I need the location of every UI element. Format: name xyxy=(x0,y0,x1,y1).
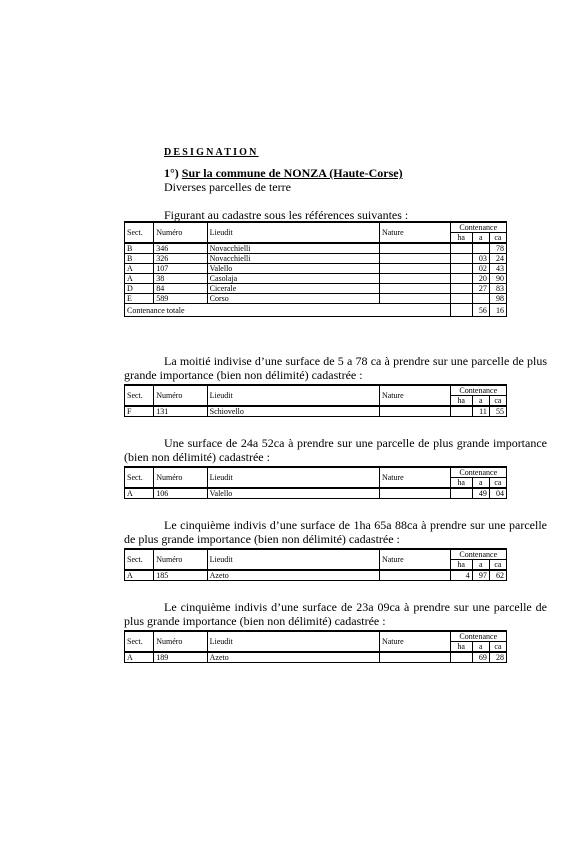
header-ha: ha xyxy=(450,560,472,571)
cell-ha xyxy=(450,274,472,284)
table-row xyxy=(125,652,507,663)
cell-ha xyxy=(450,254,472,264)
cell-numero: 346 xyxy=(154,243,207,254)
cadastre-table-3 xyxy=(124,466,507,499)
header-sect: Sect. xyxy=(125,549,154,570)
cell-ca: 55 xyxy=(489,406,506,417)
header-ha: ha xyxy=(450,396,472,407)
cell-lieudit: Schiovello xyxy=(207,406,379,417)
cadastre-table-2 xyxy=(124,384,507,417)
header-contenance: Contenance xyxy=(450,467,506,478)
cell-lieudit: Casolaja xyxy=(207,274,379,284)
header-sect: Sect. xyxy=(125,222,154,243)
cell-numero: 326 xyxy=(154,254,207,264)
cell-nature xyxy=(379,294,450,304)
paragraph-3: Une surface de 24a 52ca à prendre sur une parcelle de plus grande importance (bien non délimité) cadastrée : xyxy=(124,436,547,464)
header-nature: Nature xyxy=(379,385,450,406)
subtitle: Diverses parcelles de terre xyxy=(164,180,291,194)
header-sect: Sect. xyxy=(125,385,154,406)
total-row xyxy=(125,304,507,317)
cell-sect: D xyxy=(125,284,154,294)
cell-nature xyxy=(379,284,450,294)
cell-numero: 38 xyxy=(154,274,207,284)
table-row xyxy=(125,570,507,581)
cell-lieudit: Valello xyxy=(207,488,379,499)
cell-ca: 04 xyxy=(489,488,506,499)
cell-nature xyxy=(379,243,450,254)
cell-a: 69 xyxy=(472,652,489,663)
cadastre-table-1 xyxy=(124,221,507,317)
header-a: a xyxy=(472,396,489,407)
cell-lieudit: Corso xyxy=(207,294,379,304)
cell-a: 97 xyxy=(472,570,489,581)
cell-lieudit: Azeto xyxy=(207,652,379,663)
commune-title xyxy=(164,166,403,181)
cell-ha xyxy=(450,284,472,294)
cell-numero: 131 xyxy=(154,406,207,417)
cell-sect: A xyxy=(125,488,154,499)
cell-numero: 84 xyxy=(154,284,207,294)
table-row xyxy=(125,254,507,264)
cadastre-table-5 xyxy=(124,630,507,663)
cell-lieudit: Valello xyxy=(207,264,379,274)
header-nature: Nature xyxy=(379,631,450,652)
header-nature: Nature xyxy=(379,549,450,570)
cell-a: 27 xyxy=(472,284,489,294)
header-sect: Sect. xyxy=(125,631,154,652)
header-sect: Sect. xyxy=(125,467,154,488)
cell-sect: A xyxy=(125,274,154,284)
cell-ha: 4 xyxy=(450,570,472,581)
table-row xyxy=(125,264,507,274)
cell-numero: 185 xyxy=(154,570,207,581)
cell-sect: A xyxy=(125,264,154,274)
cell-nature xyxy=(379,264,450,274)
header-numero: Numéro xyxy=(154,549,207,570)
cell-lieudit: Cicerale xyxy=(207,284,379,294)
header-a: a xyxy=(472,478,489,489)
cell-sect: E xyxy=(125,294,154,304)
header-lieudit: Lieudit xyxy=(207,385,379,406)
header-a: a xyxy=(472,642,489,653)
cell-numero: 106 xyxy=(154,488,207,499)
cadastre-table-4 xyxy=(124,548,507,581)
header-a: a xyxy=(472,233,489,244)
cell-sect: A xyxy=(125,570,154,581)
cell-lieudit: Novacchielli xyxy=(207,243,379,254)
cell-ca: 90 xyxy=(489,274,506,284)
paragraph-4: Le cinquième indivis d’une surface de 1ha 65a 88ca à prendre sur une parcelle de plus grande importance (bien non délimité) cadastrée : xyxy=(124,518,547,546)
table-row xyxy=(125,488,507,499)
header-ca: ca xyxy=(489,478,506,489)
header-nature: Nature xyxy=(379,467,450,488)
cell-nature xyxy=(379,274,450,284)
total-ca: 16 xyxy=(489,304,506,317)
header-numero: Numéro xyxy=(154,467,207,488)
header-ca: ca xyxy=(489,642,506,653)
header-ca: ca xyxy=(489,233,506,244)
cell-a xyxy=(472,294,489,304)
cell-a: 20 xyxy=(472,274,489,284)
cell-ca: 78 xyxy=(489,243,506,254)
commune-prefix: 1°) xyxy=(164,166,182,180)
cell-a xyxy=(472,243,489,254)
cell-sect: F xyxy=(125,406,154,417)
cell-ca: 62 xyxy=(489,570,506,581)
cell-ha xyxy=(450,652,472,663)
cell-lieudit: Azeto xyxy=(207,570,379,581)
cell-a: 49 xyxy=(472,488,489,499)
header-contenance: Contenance xyxy=(450,549,506,560)
table-row xyxy=(125,243,507,254)
cell-numero: 189 xyxy=(154,652,207,663)
cell-sect: B xyxy=(125,243,154,254)
header-numero: Numéro xyxy=(154,631,207,652)
header-lieudit: Lieudit xyxy=(207,549,379,570)
header-ha: ha xyxy=(450,642,472,653)
cell-ca: 43 xyxy=(489,264,506,274)
total-a: 56 xyxy=(472,304,489,317)
designation-heading: DESIGNATION xyxy=(164,147,259,158)
cell-numero: 589 xyxy=(154,294,207,304)
header-contenance: Contenance xyxy=(450,631,506,642)
header-nature: Nature xyxy=(379,222,450,243)
header-lieudit: Lieudit xyxy=(207,222,379,243)
cell-ha xyxy=(450,264,472,274)
header-lieudit: Lieudit xyxy=(207,467,379,488)
table-row xyxy=(125,284,507,294)
cell-ha xyxy=(450,243,472,254)
cell-nature xyxy=(379,406,450,417)
header-ca: ca xyxy=(489,396,506,407)
header-ha: ha xyxy=(450,233,472,244)
table-row xyxy=(125,406,507,417)
paragraph-5: Le cinquième indivis d’une surface de 23a 09ca à prendre sur une parcelle de plus grande importance (bien non délimité) cadastrée : xyxy=(124,600,547,628)
cell-ca: 83 xyxy=(489,284,506,294)
header-contenance: Contenance xyxy=(450,222,506,233)
cell-nature xyxy=(379,254,450,264)
cell-nature xyxy=(379,652,450,663)
total-label: Contenance totale xyxy=(125,304,451,317)
cell-ha xyxy=(450,294,472,304)
intro-text: Figurant au cadastre sous les références suivantes : xyxy=(164,208,409,222)
cell-ca: 28 xyxy=(489,652,506,663)
cell-sect: A xyxy=(125,652,154,663)
header-ha: ha xyxy=(450,478,472,489)
total-ha xyxy=(450,304,472,317)
cell-ha xyxy=(450,488,472,499)
cell-nature xyxy=(379,488,450,499)
table-row xyxy=(125,294,507,304)
header-contenance: Contenance xyxy=(450,385,506,396)
header-a: a xyxy=(472,560,489,571)
cell-a: 03 xyxy=(472,254,489,264)
header-ca: ca xyxy=(489,560,506,571)
header-numero: Numéro xyxy=(154,385,207,406)
paragraph-2: La moitié indivise d’une surface de 5 a 78 ca à prendre sur une parcelle de plus grande importance (bien non délimité) cadastrée : xyxy=(124,354,547,382)
cell-nature xyxy=(379,570,450,581)
cell-a: 02 xyxy=(472,264,489,274)
cell-a: 11 xyxy=(472,406,489,417)
cell-sect: B xyxy=(125,254,154,264)
table-row xyxy=(125,274,507,284)
cell-ha xyxy=(450,406,472,417)
cell-ca: 98 xyxy=(489,294,506,304)
header-numero: Numéro xyxy=(154,222,207,243)
cell-ca: 24 xyxy=(489,254,506,264)
cell-numero: 107 xyxy=(154,264,207,274)
commune-name: Sur la commune de NONZA (Haute-Corse) xyxy=(181,166,403,180)
cell-lieudit: Novacchielli xyxy=(207,254,379,264)
header-lieudit: Lieudit xyxy=(207,631,379,652)
